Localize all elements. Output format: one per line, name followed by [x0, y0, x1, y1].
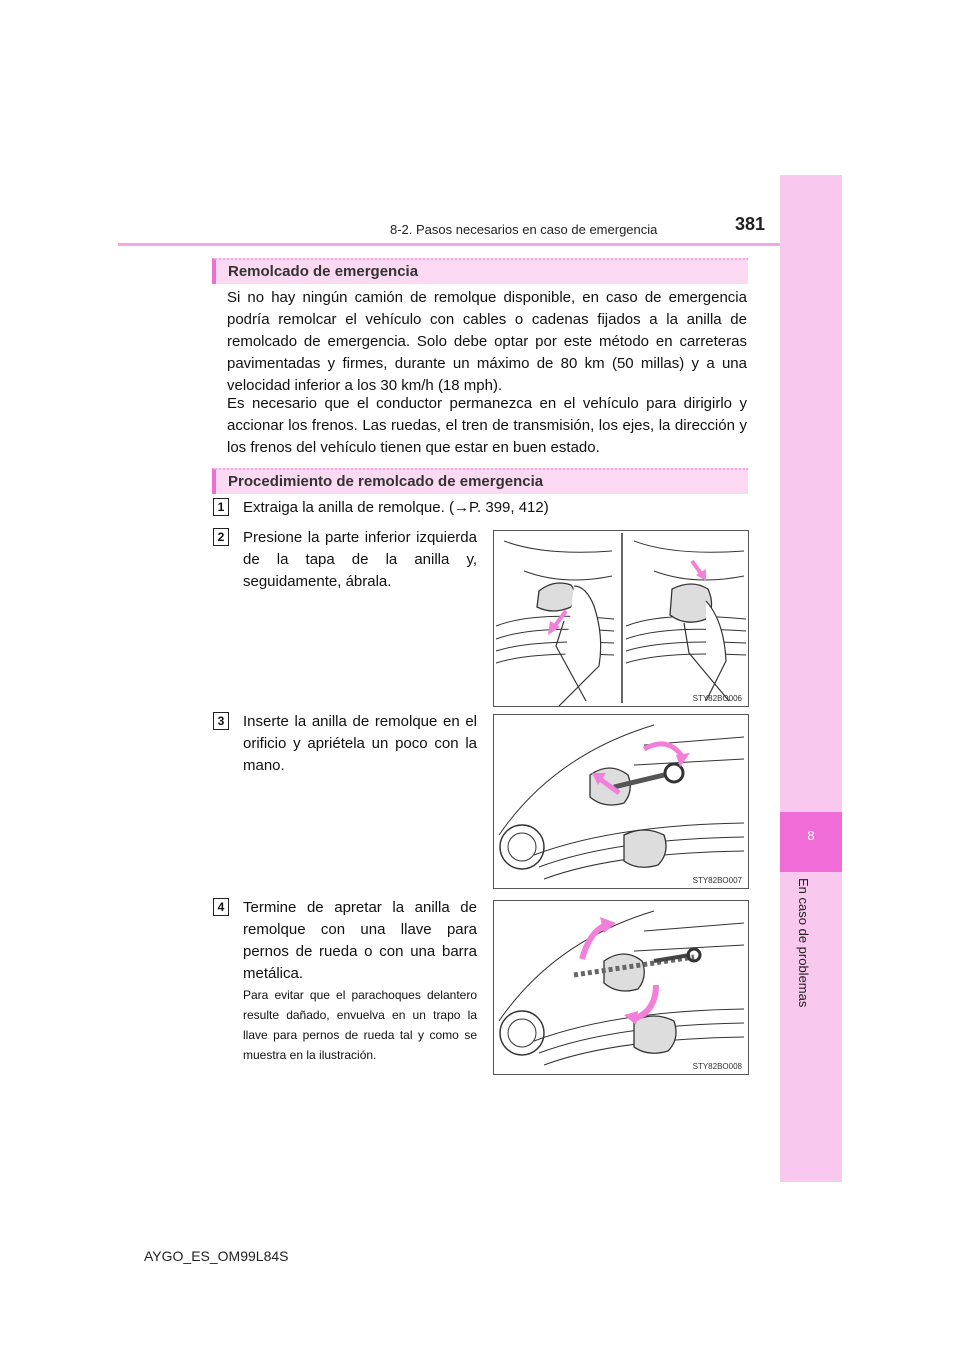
step-number: 3 — [213, 712, 229, 730]
illustration-drawing — [494, 715, 749, 889]
figure-code: STY82BO007 — [692, 876, 742, 885]
step-text: Termine de apretar la anilla de remolque con una llave para pernos de rueda o con una barra metálica. — [243, 899, 477, 982]
illustration-tighten-tow-ring — [493, 900, 749, 1075]
paragraph-driver-requirement: Es necesario que el conductor permanezca en el vehículo para dirigirlo y accionar los frenos. Las ruedas, el tren de transmisión, los ejes, la dirección y los frenos del vehículo tienen que estar en buen estado. — [227, 395, 747, 456]
step-text: Presione la parte inferior izquierda de la tapa de la anilla y, seguidamente, ábrala. — [243, 529, 477, 590]
figure-code: STY82BO006 — [692, 694, 742, 703]
step-number: 4 — [213, 898, 229, 916]
figure-code: STY82BO008 — [692, 1062, 742, 1071]
step-number: 2 — [213, 528, 229, 546]
step-text: Extraiga la anilla de remolque. (→P. 399, 412) — [243, 499, 549, 516]
header-rule — [118, 243, 780, 246]
section-heading-towing-procedure — [212, 468, 748, 494]
page-number: 381 — [735, 214, 766, 234]
illustration-open-ring-cover — [493, 530, 749, 707]
illustration-insert-tow-ring — [493, 714, 749, 889]
illustration-drawing — [494, 901, 749, 1075]
section-heading-emergency-towing — [212, 258, 748, 284]
chapter-title: En caso de problemas — [796, 878, 811, 1008]
chapter-number: 8 — [807, 828, 815, 843]
running-header: 8-2. Pasos necesarios en caso de emergencia — [390, 222, 658, 237]
chapter-side-tab — [780, 175, 842, 1182]
step-text: Inserte la anilla de remolque en el orificio y apriétela un poco con la mano. — [243, 713, 477, 774]
section-heading-label: Remolcado de emergencia — [228, 263, 419, 280]
section-heading-label: Procedimiento de remolcado de emergencia — [228, 473, 544, 490]
illustration-drawing — [494, 531, 749, 707]
paragraph-towing-intro: Si no hay ningún camión de remolque disponible, en caso de emergencia podría remolcar el vehículo con cables o cadenas fijados a la anilla de remolcado de emergencia. Solo debe optar por este método en carreteras pavimentadas y firmes, durante un máximo de 80 km (50 millas) y a una velocidad inferior a los 30 km/h (18 mph). — [227, 289, 747, 394]
step-number: 1 — [213, 498, 229, 516]
step-note: Para evitar que el parachoques delantero resulte dañado, envuelva en un trapo la llave para pernos de rueda tal y como se muestra en la ilustración. — [243, 988, 477, 1062]
document-code-footer: AYGO_ES_OM99L84S — [144, 1248, 289, 1264]
